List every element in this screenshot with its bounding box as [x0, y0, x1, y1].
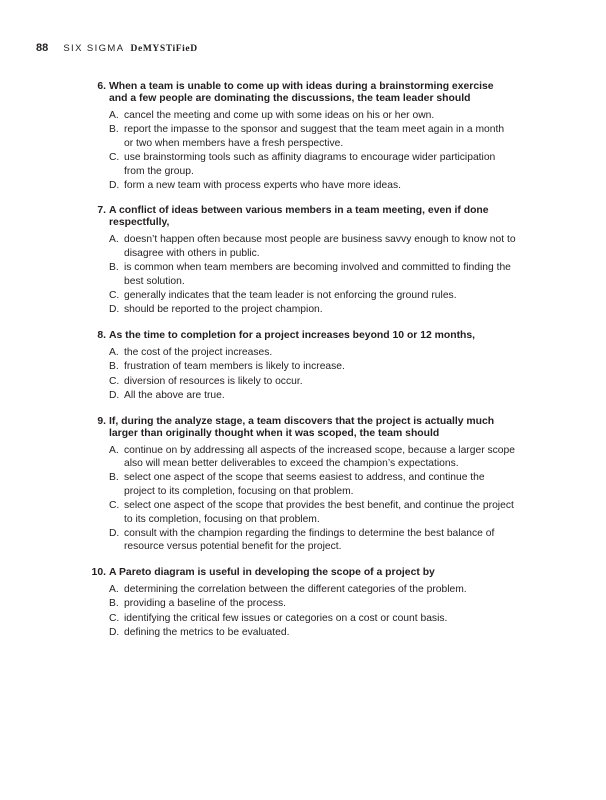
question-10	[0, 567, 606, 640]
option-text: determining the correlation between the different categories of the problem.	[124, 583, 467, 595]
question-8	[0, 330, 606, 403]
running-title: SIX SIGMA	[63, 43, 125, 54]
question-text: As the time to completion for a project increases beyond 10 or 12 months,	[109, 329, 476, 341]
option-text: doesn’t happen often because most people are business savvy enough to know not to disagree with others in public.	[124, 234, 516, 259]
answer-option	[0, 289, 606, 302]
option-letter: A.	[109, 444, 119, 456]
option-text: generally indicates that the team leader is not enforcing the ground rules.	[124, 290, 457, 302]
option-text: the cost of the project increases.	[124, 346, 273, 358]
option-letter: D.	[109, 626, 120, 638]
answer-option	[0, 499, 606, 526]
answer-options	[0, 444, 606, 554]
question-text: A Pareto diagram is useful in developing the scope of a project by	[109, 566, 435, 578]
option-letter: C.	[109, 612, 120, 624]
option-text: select one aspect of the scope that provides the best benefit, and continue the project to its completion, focusing on that problem.	[124, 500, 514, 525]
answer-option	[0, 597, 606, 610]
answer-option	[0, 389, 606, 402]
answer-option	[0, 471, 606, 498]
option-text: select one aspect of the scope that seems easiest to address, and continue the project to its completion, focusing on that problem.	[124, 472, 485, 497]
option-text: use brainstorming tools such as affinity diagrams to encourage wider participation from the group.	[124, 152, 496, 177]
question-number: 9.	[97, 415, 106, 427]
option-text: cancel the meeting and come up with some ideas on his or her own.	[124, 110, 435, 121]
option-text: diversion of resources is likely to occur.	[124, 375, 303, 387]
option-letter: A.	[109, 234, 119, 246]
question-text: When a team is unable to come up with ideas during a brainstorming exercise and a few people are dominating the discussions, the team leader should	[109, 81, 494, 104]
question-number: 10.	[91, 566, 106, 578]
option-text: consult with the champion regarding the findings to determine the best balance of resource versus potential benefit for the project.	[124, 527, 495, 553]
option-letter: B.	[109, 472, 119, 484]
answer-option	[0, 123, 606, 150]
question-number: 7.	[97, 205, 106, 217]
option-text: is common when team members are becoming involved and committed to finding the best solution.	[124, 262, 511, 287]
question-number: 6.	[97, 81, 106, 92]
question-text: A conflict of ideas between various members in a team meeting, even if done respectfully,	[109, 205, 489, 229]
option-text: continue on by addressing all aspects of the increased scope, because a larger scope also will mean better deliverables to exceed the champion’s expectations.	[124, 444, 515, 469]
option-text: should be reported to the project champion.	[124, 304, 323, 316]
answer-option	[0, 612, 606, 625]
option-letter: D.	[109, 304, 120, 316]
answer-option	[0, 626, 606, 639]
answer-option	[0, 151, 606, 178]
option-text: providing a baseline of the process.	[124, 598, 286, 610]
option-letter: A.	[109, 583, 119, 595]
option-letter: D.	[109, 527, 120, 539]
option-letter: B.	[109, 361, 119, 373]
option-letter: B.	[109, 262, 119, 274]
answer-option	[0, 360, 606, 373]
running-subtitle: DeMYSTiFieD	[130, 44, 198, 54]
option-text: All the above are true.	[124, 390, 225, 402]
answer-option	[0, 109, 606, 122]
option-letter: C.	[109, 152, 120, 164]
option-letter: A.	[109, 110, 119, 121]
answer-options	[0, 233, 606, 316]
question-9	[0, 416, 606, 554]
question-text: If, during the analyze stage, a team discovers that the project is actually much larger than originally thought when it was scoped, the team should	[109, 415, 495, 439]
option-letter: C.	[109, 500, 120, 512]
answer-option	[0, 303, 606, 316]
option-text: defining the metrics to be evaluated.	[124, 626, 290, 638]
answer-options	[0, 346, 606, 403]
option-text: report the impasse to the sponsor and suggest that the team meet again in a month or two when members have a fresh perspective.	[124, 124, 505, 149]
answer-option	[0, 375, 606, 388]
option-text: frustration of team members is likely to increase.	[124, 361, 345, 373]
question-6	[0, 81, 606, 192]
answer-option	[0, 179, 606, 192]
option-text: identifying the critical few issues or categories on a cost or count basis.	[124, 612, 448, 624]
option-letter: B.	[109, 598, 119, 610]
option-letter: D.	[109, 390, 120, 402]
option-letter: C.	[109, 290, 120, 302]
answer-option	[0, 233, 606, 260]
question-list	[0, 81, 606, 652]
question-7	[0, 205, 606, 316]
answer-option	[0, 527, 606, 554]
option-letter: A.	[109, 346, 119, 358]
question-number: 8.	[97, 329, 106, 341]
option-letter: C.	[109, 375, 120, 387]
answer-option	[0, 583, 606, 596]
option-letter: B.	[109, 124, 119, 136]
answer-option	[0, 261, 606, 288]
answer-options	[0, 583, 606, 640]
answer-options	[0, 109, 606, 192]
option-text: form a new team with process experts who have more ideas.	[124, 180, 401, 192]
page-number: 88	[36, 42, 49, 54]
answer-option	[0, 444, 606, 471]
option-letter: D.	[109, 180, 120, 192]
answer-option	[0, 346, 606, 359]
running-header	[36, 41, 198, 56]
